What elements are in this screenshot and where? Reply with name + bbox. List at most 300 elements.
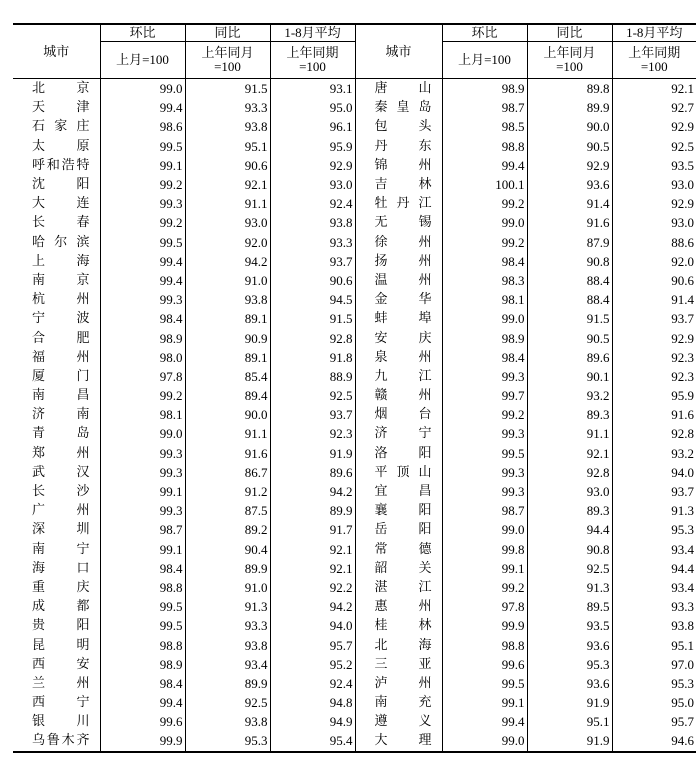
city-name-right: 泸 州 (355, 674, 442, 693)
mom-value-right: 98.7 (442, 501, 527, 520)
table-body (13, 79, 696, 752)
avg-value-right: 93.7 (671, 484, 694, 500)
avg-value-right: 97.0 (671, 656, 694, 672)
mom-value-right: 99.3 (442, 367, 527, 386)
city-name-left: 南 京 (13, 271, 100, 290)
yoy-value-left: 91.2 (185, 482, 270, 501)
yoy-value-right: 90.8 (527, 540, 612, 559)
city-name-left: 呼 和 浩 特 (13, 156, 100, 175)
mom-value-right: 99.0 (442, 309, 527, 328)
yoy-header-right: 同比 (527, 24, 612, 42)
yoy-value-right: 89.6 (527, 348, 612, 367)
mom-value-right: 98.9 (442, 79, 527, 99)
city-name-right: 金 华 (355, 290, 442, 309)
mom-value-left: 97.8 (100, 367, 185, 386)
city-name-right: 惠 州 (355, 597, 442, 616)
mom-value-right: 99.4 (442, 712, 527, 731)
table-row (13, 731, 696, 751)
city-name-right: 丹 东 (355, 137, 442, 156)
mom-value-right: 99.3 (442, 424, 527, 443)
avg-value-right: 93.4 (671, 579, 694, 595)
city-name-left: 银 川 (13, 712, 100, 731)
city-name-right: 九 江 (355, 367, 442, 386)
yoy-value-left: 90.0 (185, 405, 270, 424)
yoy-value-left: 91.1 (185, 194, 270, 213)
city-name-left: 厦 门 (13, 367, 100, 386)
table-row (13, 712, 696, 731)
table-row (13, 444, 696, 463)
avg-value-right: 94.6 (612, 731, 696, 751)
city-name-right: 韶 关 (355, 559, 442, 578)
table-row (13, 520, 696, 539)
avg-value-left: 92.5 (270, 386, 355, 405)
mom-value-left: 99.9 (100, 731, 185, 751)
yoy-value-right: 93.0 (527, 482, 612, 501)
mom-value-right: 99.4 (442, 156, 527, 175)
avg-value-right: 95.1 (671, 637, 694, 653)
mom-value-left: 99.3 (100, 463, 185, 482)
mom-value-left: 99.4 (100, 252, 185, 271)
avg-value-right: 93.0 (671, 177, 694, 193)
mom-value-left: 98.4 (100, 559, 185, 578)
mom-value-right: 99.8 (442, 540, 527, 559)
city-name-right: 遵 义 (355, 712, 442, 731)
mom-value-left: 98.7 (100, 520, 185, 539)
mom-value-right: 99.5 (442, 444, 527, 463)
yoy-value-left: 91.1 (185, 424, 270, 443)
avg-value-right: 92.9 (671, 330, 694, 346)
table-row (13, 540, 696, 559)
avg-value-right: 92.3 (671, 368, 694, 384)
table-row (13, 252, 696, 271)
city-name-right: 温 州 (355, 271, 442, 290)
yoy-value-left: 87.5 (185, 501, 270, 520)
mom-header-right: 环比 (442, 24, 527, 42)
city-name-left: 太 原 (13, 137, 100, 156)
avg-value-right: 95.3 (671, 675, 694, 691)
table-row (13, 559, 696, 578)
city-name-left: 南 宁 (13, 540, 100, 559)
avg-value-left: 95.0 (270, 98, 355, 117)
yoy-value-right: 95.1 (527, 712, 612, 731)
city-name-left: 乌 鲁 木 齐 (13, 731, 100, 751)
yoy-value-left: 91.0 (185, 578, 270, 597)
yoy-base-left: 上年同月 =100 (185, 42, 270, 79)
mom-value-right: 99.9 (442, 616, 527, 635)
avg-value-left: 93.3 (270, 233, 355, 252)
avg-value-right: 94.4 (671, 560, 694, 576)
mom-value-left: 98.9 (100, 655, 185, 674)
avg-value-right: 94.0 (671, 464, 694, 480)
yoy-value-right: 91.6 (527, 213, 612, 232)
table-row (13, 213, 696, 232)
table-row (13, 501, 696, 520)
yoy-value-left: 86.7 (185, 463, 270, 482)
city-name-right: 秦 皇 岛 (355, 98, 442, 117)
avg-value-right: 92.5 (671, 138, 694, 154)
city-name-right: 宜 昌 (355, 482, 442, 501)
avg-value-right: 95.7 (671, 714, 694, 730)
mom-value-left: 99.1 (100, 540, 185, 559)
yoy-value-left: 93.8 (185, 290, 270, 309)
city-name-left: 大 连 (13, 194, 100, 213)
city-name-left: 兰 州 (13, 674, 100, 693)
yoy-value-left: 92.0 (185, 233, 270, 252)
city-name-left: 郑 州 (13, 444, 100, 463)
yoy-value-right: 94.4 (527, 520, 612, 539)
table-row (13, 271, 696, 290)
avg-value-left: 89.6 (270, 463, 355, 482)
city-name-right: 包 头 (355, 117, 442, 136)
avg-value-right: 93.3 (671, 599, 694, 615)
city-name-right: 锦 州 (355, 156, 442, 175)
avg-value-right: 91.3 (671, 503, 694, 519)
avg-value-left: 92.4 (270, 194, 355, 213)
mom-value-right: 99.0 (442, 731, 527, 751)
city-name-left: 贵 阳 (13, 616, 100, 635)
table-row (13, 405, 696, 424)
city-name-right: 牡 丹 江 (355, 194, 442, 213)
table-row (13, 328, 696, 347)
city-name-right: 济 宁 (355, 424, 442, 443)
yoy-value-left: 93.4 (185, 655, 270, 674)
yoy-value-left: 90.9 (185, 328, 270, 347)
table-row (13, 175, 696, 194)
city-name-right: 无 锡 (355, 213, 442, 232)
avg-value-right: 95.9 (671, 388, 694, 404)
city-name-left: 长 沙 (13, 482, 100, 501)
mom-value-right: 99.2 (442, 578, 527, 597)
yoy-value-left: 94.2 (185, 252, 270, 271)
avg-value-right: 95.0 (671, 695, 694, 711)
table-row (13, 463, 696, 482)
table-row (13, 482, 696, 501)
mom-value-right: 99.1 (442, 693, 527, 712)
yoy-value-right: 89.9 (527, 98, 612, 117)
mom-value-left: 98.9 (100, 328, 185, 347)
table-row (13, 194, 696, 213)
city-name-right: 徐 州 (355, 233, 442, 252)
table-row (13, 156, 696, 175)
mom-value-left: 98.1 (100, 405, 185, 424)
table-row (13, 655, 696, 674)
city-name-right: 洛 阳 (355, 444, 442, 463)
yoy-value-right: 92.1 (527, 444, 612, 463)
yoy-value-right: 87.9 (527, 233, 612, 252)
yoy-value-right: 90.8 (527, 252, 612, 271)
mom-value-left: 99.5 (100, 137, 185, 156)
mom-value-right: 98.8 (442, 137, 527, 156)
yoy-value-right: 91.3 (527, 578, 612, 597)
yoy-value-left: 89.2 (185, 520, 270, 539)
avg-value-right: 92.0 (671, 253, 694, 269)
mom-value-right: 99.0 (442, 520, 527, 539)
avg-value-left: 94.0 (270, 616, 355, 635)
city-name-right: 大 理 (355, 731, 442, 751)
city-name-right: 湛 江 (355, 578, 442, 597)
yoy-value-left: 91.0 (185, 271, 270, 290)
yoy-value-left: 93.8 (185, 635, 270, 654)
city-name-right: 平 顶 山 (355, 463, 442, 482)
avg-value-left: 95.9 (270, 137, 355, 156)
yoy-value-left: 89.1 (185, 348, 270, 367)
city-header-left: 城市 (13, 24, 100, 79)
mom-value-right: 98.3 (442, 271, 527, 290)
mom-value-right: 99.3 (442, 482, 527, 501)
mom-value-left: 99.5 (100, 597, 185, 616)
avg-value-left: 95.4 (270, 731, 355, 751)
mom-value-left: 99.0 (100, 424, 185, 443)
avg-value-left: 92.8 (270, 328, 355, 347)
yoy-value-left: 93.8 (185, 712, 270, 731)
mom-value-left: 99.4 (100, 271, 185, 290)
avg-value-right: 93.2 (671, 445, 694, 461)
city-name-right: 桂 林 (355, 616, 442, 635)
mom-value-left: 99.3 (100, 194, 185, 213)
avg-value-left: 92.1 (270, 559, 355, 578)
avg-value-left: 96.1 (270, 117, 355, 136)
yoy-value-right: 89.3 (527, 501, 612, 520)
avg-value-left: 94.2 (270, 597, 355, 616)
mom-value-right: 98.8 (442, 635, 527, 654)
yoy-value-right: 91.1 (527, 424, 612, 443)
city-name-left: 宁 波 (13, 309, 100, 328)
city-name-left: 西 安 (13, 655, 100, 674)
yoy-value-right: 93.6 (527, 635, 612, 654)
avg-value-left: 88.9 (270, 367, 355, 386)
table-row (13, 233, 696, 252)
city-name-left: 石 家 庄 (13, 117, 100, 136)
avg-value-left: 89.9 (270, 501, 355, 520)
mom-value-right: 99.2 (442, 405, 527, 424)
table-row (13, 290, 696, 309)
mom-value-right: 99.0 (442, 213, 527, 232)
table-row (13, 117, 696, 136)
city-name-left: 成 都 (13, 597, 100, 616)
mom-value-right: 99.2 (442, 194, 527, 213)
yoy-value-right: 89.5 (527, 597, 612, 616)
yoy-value-left: 93.3 (185, 616, 270, 635)
table-row (13, 424, 696, 443)
city-name-left: 长 春 (13, 213, 100, 232)
mom-value-right: 98.5 (442, 117, 527, 136)
mom-base-left: 上月=100 (100, 42, 185, 79)
mom-value-left: 98.8 (100, 578, 185, 597)
yoy-value-right: 91.4 (527, 194, 612, 213)
mom-header-left: 环比 (100, 24, 185, 42)
avg-value-right: 93.4 (671, 541, 694, 557)
table-row (13, 309, 696, 328)
avg-value-right: 92.9 (671, 119, 694, 135)
yoy-value-left: 95.3 (185, 731, 270, 751)
mom-value-left: 99.6 (100, 712, 185, 731)
yoy-value-left: 93.3 (185, 98, 270, 117)
yoy-value-right: 91.9 (527, 693, 612, 712)
avg-value-left: 92.3 (270, 424, 355, 443)
yoy-value-right: 95.3 (527, 655, 612, 674)
mom-value-left: 99.1 (100, 482, 185, 501)
city-name-right: 岳 阳 (355, 520, 442, 539)
avg-value-right: 93.7 (671, 311, 694, 327)
yoy-value-right: 90.1 (527, 367, 612, 386)
table-row (13, 386, 696, 405)
city-name-right: 常 德 (355, 540, 442, 559)
avg-value-right: 93.8 (671, 618, 694, 634)
mom-value-right: 99.1 (442, 559, 527, 578)
city-name-right: 襄 阳 (355, 501, 442, 520)
yoy-value-left: 90.4 (185, 540, 270, 559)
city-name-left: 昆 明 (13, 635, 100, 654)
yoy-value-left: 91.6 (185, 444, 270, 463)
city-name-left: 深 圳 (13, 520, 100, 539)
table-row (13, 367, 696, 386)
city-name-left: 上 海 (13, 252, 100, 271)
city-name-left: 海 口 (13, 559, 100, 578)
yoy-value-right: 90.5 (527, 137, 612, 156)
yoy-value-left: 85.4 (185, 367, 270, 386)
table-row (13, 674, 696, 693)
avg-value-right: 90.6 (671, 272, 694, 288)
yoy-value-left: 92.1 (185, 175, 270, 194)
avg-value-left: 94.9 (270, 712, 355, 731)
mom-value-right: 98.4 (442, 252, 527, 271)
avg-value-right: 92.1 (671, 81, 694, 97)
avg-value-left: 94.5 (270, 290, 355, 309)
mom-value-left: 98.0 (100, 348, 185, 367)
avg-value-left: 95.2 (270, 655, 355, 674)
yoy-value-left: 93.0 (185, 213, 270, 232)
mom-value-right: 99.5 (442, 674, 527, 693)
avg-value-left: 91.8 (270, 348, 355, 367)
yoy-value-left: 93.8 (185, 117, 270, 136)
avg-value-left: 93.0 (270, 175, 355, 194)
city-name-left: 福 州 (13, 348, 100, 367)
yoy-value-right: 93.6 (527, 674, 612, 693)
yoy-value-left: 95.1 (185, 137, 270, 156)
city-name-right: 北 海 (355, 635, 442, 654)
city-name-right: 赣 州 (355, 386, 442, 405)
avg-value-left: 95.7 (270, 635, 355, 654)
city-name-left: 哈 尔 滨 (13, 233, 100, 252)
mom-value-left: 99.5 (100, 616, 185, 635)
avg-value-right: 92.8 (671, 426, 694, 442)
yoy-value-right: 91.5 (527, 309, 612, 328)
yoy-value-right: 92.5 (527, 559, 612, 578)
mom-value-right: 99.6 (442, 655, 527, 674)
avg-value-right: 95.3 (671, 522, 694, 538)
mom-value-left: 99.4 (100, 98, 185, 117)
mom-value-right: 99.3 (442, 463, 527, 482)
yoy-value-right: 89.8 (527, 79, 612, 99)
city-name-left: 沈 阳 (13, 175, 100, 194)
avg-header-right: 1-8月平均 (612, 24, 696, 42)
city-name-left: 广 州 (13, 501, 100, 520)
yoy-value-left: 89.1 (185, 309, 270, 328)
mom-value-right: 100.1 (442, 175, 527, 194)
city-name-left: 青 岛 (13, 424, 100, 443)
avg-value-left: 93.1 (270, 79, 355, 99)
city-name-left: 杭 州 (13, 290, 100, 309)
yoy-value-right: 93.2 (527, 386, 612, 405)
avg-value-left: 93.7 (270, 405, 355, 424)
city-name-right: 吉 林 (355, 175, 442, 194)
mom-value-left: 99.3 (100, 444, 185, 463)
table-row (13, 616, 696, 635)
city-name-left: 西 宁 (13, 693, 100, 712)
yoy-value-left: 89.9 (185, 559, 270, 578)
mom-value-left: 99.5 (100, 233, 185, 252)
table-row (13, 635, 696, 654)
city-name-right: 安 庆 (355, 328, 442, 347)
yoy-value-left: 90.6 (185, 156, 270, 175)
city-name-left: 天 津 (13, 98, 100, 117)
mom-value-right: 98.7 (442, 98, 527, 117)
mom-value-left: 98.8 (100, 635, 185, 654)
city-name-left: 重 庆 (13, 578, 100, 597)
city-header-right: 城市 (355, 24, 442, 79)
table-row (13, 693, 696, 712)
mom-value-left: 99.2 (100, 213, 185, 232)
mom-value-right: 97.8 (442, 597, 527, 616)
yoy-value-left: 91.3 (185, 597, 270, 616)
mom-value-left: 99.3 (100, 290, 185, 309)
city-name-right: 南 充 (355, 693, 442, 712)
yoy-base-right: 上年同月 =100 (527, 42, 612, 79)
yoy-value-right: 92.9 (527, 156, 612, 175)
mom-value-left: 99.4 (100, 693, 185, 712)
avg-value-right: 88.6 (671, 234, 694, 250)
mom-value-right: 98.1 (442, 290, 527, 309)
mom-value-right: 99.2 (442, 233, 527, 252)
mom-value-left: 99.2 (100, 175, 185, 194)
yoy-value-right: 93.6 (527, 175, 612, 194)
yoy-value-right: 91.9 (527, 731, 612, 751)
table-row (13, 79, 696, 99)
yoy-value-right: 90.0 (527, 117, 612, 136)
avg-value-left: 91.7 (270, 520, 355, 539)
avg-value-left: 94.8 (270, 693, 355, 712)
avg-value-left: 91.5 (270, 309, 355, 328)
avg-value-right: 92.9 (671, 196, 694, 212)
avg-value-left: 92.9 (270, 156, 355, 175)
avg-value-left: 93.8 (270, 213, 355, 232)
yoy-value-right: 92.8 (527, 463, 612, 482)
city-name-right: 扬 州 (355, 252, 442, 271)
avg-value-left: 91.9 (270, 444, 355, 463)
city-name-right: 三 亚 (355, 655, 442, 674)
avg-value-left: 93.7 (270, 252, 355, 271)
mom-value-left: 98.6 (100, 117, 185, 136)
avg-value-left: 92.1 (270, 540, 355, 559)
mom-value-left: 99.2 (100, 386, 185, 405)
city-name-left: 合 肥 (13, 328, 100, 347)
yoy-value-right: 88.4 (527, 290, 612, 309)
avg-value-right: 92.3 (671, 349, 694, 365)
avg-value-left: 92.2 (270, 578, 355, 597)
yoy-value-left: 92.5 (185, 693, 270, 712)
avg-value-right: 92.7 (671, 100, 694, 116)
table-row (13, 578, 696, 597)
avg-header-left: 1-8月平均 (270, 24, 355, 42)
avg-base-left: 上年同期 =100 (270, 42, 355, 79)
yoy-value-left: 91.5 (185, 79, 270, 99)
yoy-header-left: 同比 (185, 24, 270, 42)
city-name-right: 泉 州 (355, 348, 442, 367)
mom-value-left: 99.1 (100, 156, 185, 175)
city-name-right: 蚌 埠 (355, 309, 442, 328)
avg-value-right: 91.6 (671, 407, 694, 423)
mom-value-left: 99.3 (100, 501, 185, 520)
